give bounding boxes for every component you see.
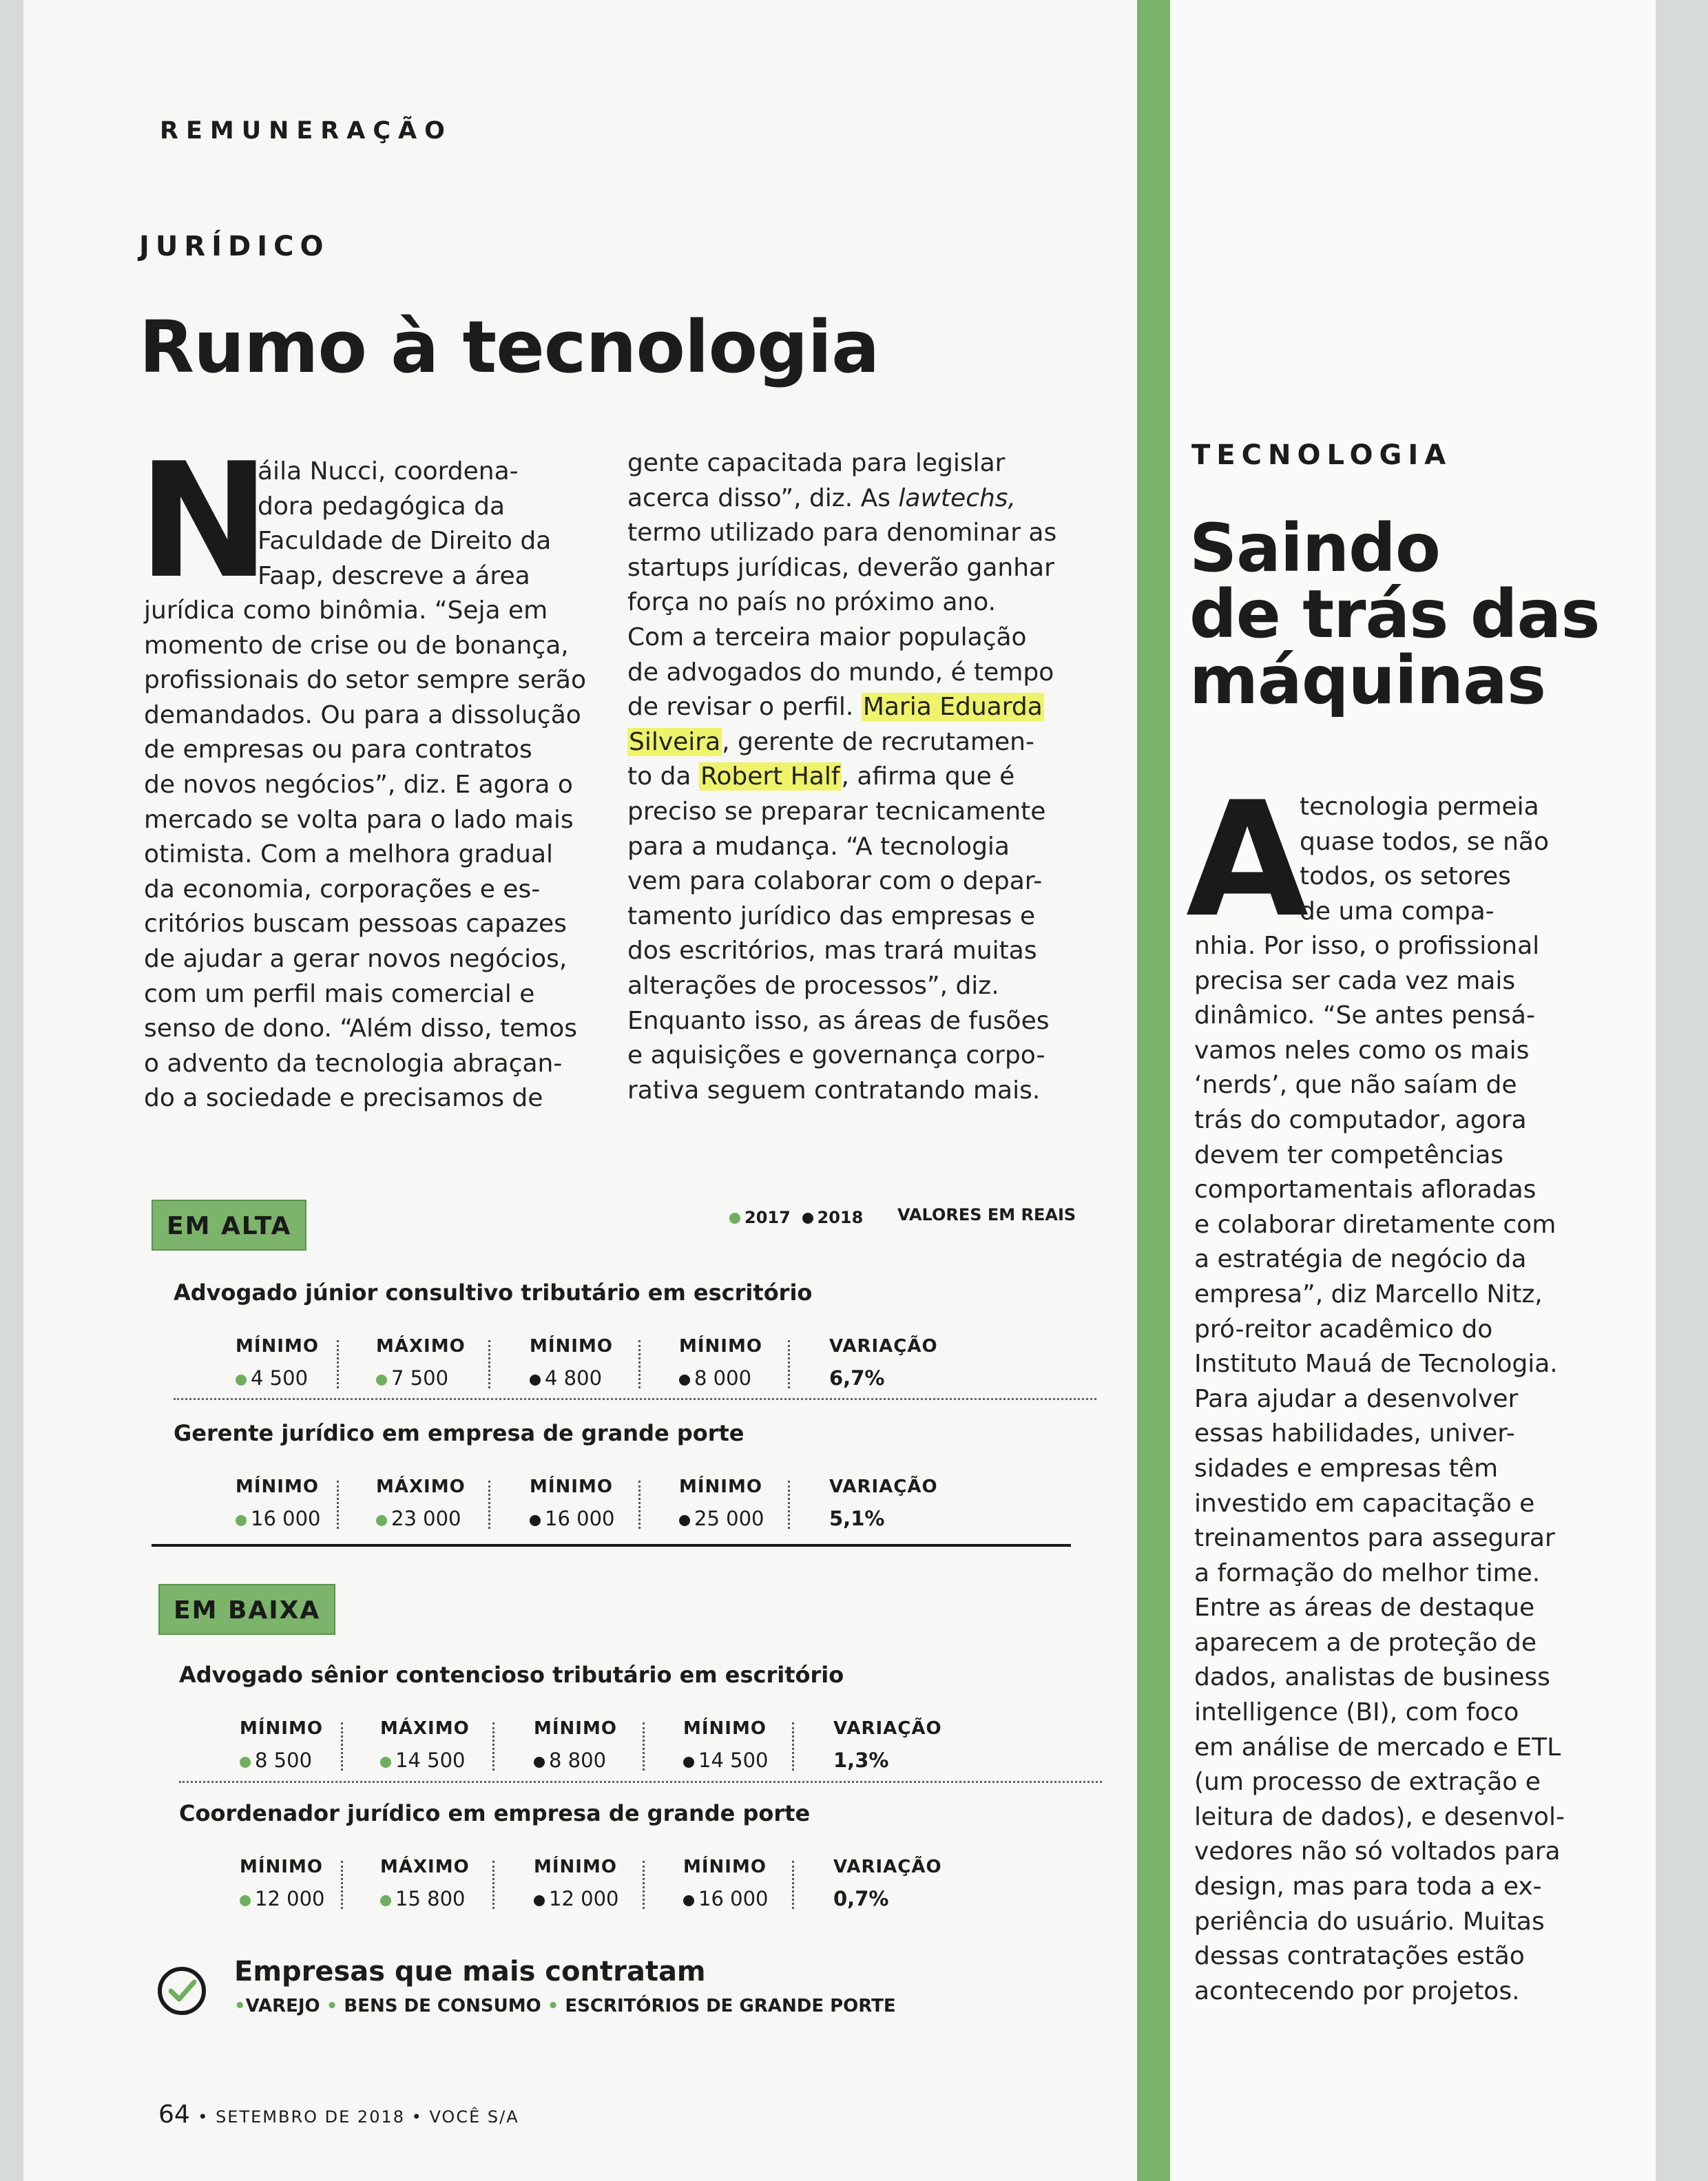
cell-value <box>530 1507 667 1530</box>
hiring-item: VAREJO <box>245 1996 320 2016</box>
text-line: precisa ser cada vez mais <box>1194 966 1516 995</box>
column-separator <box>488 1340 490 1388</box>
text-line: empresa”, diz Marcello Nitz, <box>1194 1280 1543 1308</box>
value-text: 14 500 <box>698 1749 769 1772</box>
dot-2018 <box>679 1515 690 1526</box>
text-line: senso de dono. “Além disso, temos <box>144 1014 578 1043</box>
cell-value <box>380 1749 518 1772</box>
column-separator <box>341 1861 343 1909</box>
salary-cell <box>376 1476 514 1530</box>
value-text: 1,3% <box>833 1749 889 1772</box>
text-line: o advento da tecnologia abraçan- <box>144 1049 563 1078</box>
salary-cell <box>240 1718 377 1772</box>
value-text: 25 000 <box>694 1507 764 1530</box>
text-line <box>627 760 1068 795</box>
text-line: (um processo de extração e <box>1194 1768 1541 1797</box>
cell-value <box>679 1507 817 1530</box>
footer-magazine: VOCÊ S/A <box>429 2107 519 2127</box>
salary-cell <box>376 1336 514 1390</box>
text-line: para a mudança. “A tecnologia <box>627 832 1010 861</box>
hiring-title: Empresas que mais contratam <box>234 1956 706 1987</box>
text-line: intelligence (BI), com foco <box>1194 1698 1519 1727</box>
value-text: 16 000 <box>251 1507 321 1530</box>
dot-2017 <box>380 1895 391 1906</box>
text-line: aparecem a de proteção de <box>1194 1628 1537 1657</box>
magazine-page <box>23 0 1656 2181</box>
text-line: a formação do melhor time. <box>1194 1558 1541 1587</box>
cell-label: MÁXIMO <box>380 1718 470 1739</box>
value-text: 23 000 <box>391 1507 461 1530</box>
salary-cell <box>236 1476 373 1530</box>
row-title: Gerente jurídico em empresa de grande porte <box>174 1420 744 1446</box>
cell-value <box>236 1366 373 1390</box>
text-span: de revisar o perfil. <box>627 693 862 722</box>
text-line: alterações de processos”, diz. <box>627 971 999 1000</box>
text-span: to da <box>627 762 699 791</box>
salary-cell <box>833 1718 971 1772</box>
column-separator <box>492 1861 494 1909</box>
column-separator <box>788 1340 790 1388</box>
text-line: quase todos, se não <box>1300 827 1549 856</box>
cell-label: MÍNIMO <box>236 1476 319 1497</box>
salary-cell <box>829 1476 967 1530</box>
value-text: 16 000 <box>545 1507 615 1530</box>
title-line: Saindo <box>1189 510 1440 587</box>
dot-2018 <box>679 1375 690 1386</box>
legend-2018: 2018 <box>817 1208 864 1227</box>
bullet: • <box>541 1996 565 2016</box>
cell-label: MÍNIMO <box>683 1718 767 1739</box>
dot-2017 <box>376 1515 387 1526</box>
em-baixa-tag: EM BAIXA <box>158 1584 335 1635</box>
right-column-top <box>1300 790 1616 929</box>
cell-value <box>380 1887 518 1910</box>
drop-cap-right: A <box>1186 769 1309 952</box>
value-text: 12 000 <box>255 1887 325 1910</box>
hiring-item: ESCRITÓRIOS DE GRANDE PORTE <box>565 1996 896 2016</box>
cell-label: MÍNIMO <box>240 1857 323 1877</box>
cell-value <box>240 1749 377 1772</box>
text-line: otimista. Com a melhora gradual <box>144 840 554 869</box>
text-line: a estratégia de negócio da <box>1194 1245 1527 1274</box>
footer-separator: • <box>405 2107 430 2127</box>
text-line: termo utilizado para denominar as <box>627 519 1057 547</box>
dot-2017 <box>236 1375 247 1386</box>
value-text: 8 800 <box>549 1749 607 1772</box>
text-line: todos, os setores <box>1300 862 1511 891</box>
column-separator <box>788 1481 790 1529</box>
text-line: Entre as áreas de destaque <box>1194 1594 1535 1622</box>
salary-cell <box>380 1718 518 1772</box>
text-line: momento de crise ou de bonança, <box>144 631 569 660</box>
article-column-2 <box>627 446 1068 1108</box>
text-span: , gerente de recrutamen- <box>722 727 1034 756</box>
check-circle-icon <box>158 1967 206 2015</box>
salary-cell <box>679 1336 817 1390</box>
cell-value <box>530 1366 667 1390</box>
salary-cell <box>236 1336 373 1390</box>
column-separator <box>638 1340 640 1388</box>
text-line: dessas contratações estão <box>1194 1942 1525 1971</box>
cell-label: MÍNIMO <box>240 1718 323 1739</box>
text-line: de uma compa- <box>1300 897 1494 926</box>
article-column-1-wide <box>144 594 626 1116</box>
text-line: devem ter competências <box>1194 1140 1504 1169</box>
text-line: startups jurídicas, deverão ganhar <box>627 553 1054 582</box>
footer-date: SETEMBRO DE 2018 <box>216 2107 406 2127</box>
text-line <box>627 725 1068 760</box>
dot-2018 <box>534 1757 545 1768</box>
text-line: rativa seguem contratando mais. <box>627 1076 1041 1105</box>
legend-dot-2017 <box>729 1213 740 1224</box>
section-label: JURÍDICO <box>139 231 330 262</box>
text-line: demandados. Ou para a dissolução <box>144 700 581 729</box>
text-line: Enquanto isso, as áreas de fusões <box>627 1006 1050 1035</box>
cell-label: MÍNIMO <box>679 1336 762 1357</box>
text-line: de novos negócios”, diz. E agora o <box>144 770 573 799</box>
cell-label: MÍNIMO <box>530 1476 613 1497</box>
text-line: vem para colaborar com o depar- <box>627 867 1043 896</box>
value-text: 8 500 <box>255 1749 313 1772</box>
cell-label: MÍNIMO <box>534 1718 617 1739</box>
row-divider <box>179 1781 1102 1783</box>
cell-label: MÁXIMO <box>376 1476 466 1497</box>
text-line: dos escritórios, mas trará muitas <box>627 937 1037 966</box>
cell-value <box>679 1366 817 1390</box>
salary-cell <box>534 1857 671 1910</box>
text-line: dinâmico. “Se antes pensá- <box>1194 1001 1535 1030</box>
cell-value <box>833 1887 971 1910</box>
text-line: de empresas ou para contratos <box>144 735 532 764</box>
column-separator <box>643 1722 645 1771</box>
text-line: da economia, corporações e es- <box>144 875 541 904</box>
text-line: vamos neles como os mais <box>1194 1036 1530 1065</box>
text-line: Faap, descreve a área <box>258 561 530 590</box>
column-separator <box>337 1340 339 1388</box>
text-line: tecnologia permeia <box>1300 793 1539 821</box>
text-line: em análise de mercado e ETL <box>1194 1733 1561 1762</box>
drop-cap: N <box>138 430 271 614</box>
text-line: com um perfil mais comercial e <box>144 979 535 1008</box>
hiring-item: BENS DE CONSUMO <box>344 1996 541 2016</box>
dot-2017 <box>236 1515 247 1526</box>
cell-value <box>240 1887 377 1910</box>
value-text: 14 500 <box>395 1749 466 1772</box>
text-line: do a sociedade e precisamos de <box>144 1084 543 1113</box>
text-line: de ajudar a gerar novos negócios, <box>144 944 567 973</box>
row-title: Advogado júnior consultivo tributário em escritório <box>174 1280 813 1306</box>
salary-cell <box>683 1718 821 1772</box>
dot-2017 <box>240 1757 251 1768</box>
dot-2018 <box>534 1895 545 1906</box>
text-line: investido em capacitação e <box>1194 1489 1535 1518</box>
highlighted-name: Maria Eduarda <box>862 693 1043 722</box>
text-span: acerca disso”, diz. As <box>627 483 899 512</box>
kicker-label: REMUNERAÇÃO <box>160 117 452 145</box>
text-line: e colaborar diretamente com <box>1194 1210 1556 1239</box>
text-line: profissionais do setor sempre serão <box>144 666 587 695</box>
text-line: jurídica como binômia. “Seja em <box>144 596 548 625</box>
cell-label: VARIAÇÃO <box>829 1476 938 1497</box>
cell-label: MÍNIMO <box>679 1476 762 1497</box>
salary-cell <box>530 1476 667 1530</box>
cell-label: MÁXIMO <box>376 1336 466 1357</box>
salary-cell <box>530 1336 667 1390</box>
salary-cell <box>534 1718 671 1772</box>
dot-2018 <box>683 1895 694 1906</box>
column-separator <box>792 1861 794 1909</box>
text-line: trás do computador, agora <box>1194 1105 1527 1134</box>
value-text: 4 800 <box>545 1366 603 1390</box>
text-line: força no país no próximo ano. <box>627 588 997 617</box>
cell-label: MÍNIMO <box>683 1857 767 1877</box>
value-text: 5,1% <box>829 1507 885 1530</box>
green-divider <box>1137 0 1170 2181</box>
text-line: pró-reitor acadêmico do <box>1194 1315 1493 1344</box>
right-column <box>1194 929 1621 2009</box>
footer-separator: • <box>198 2107 216 2127</box>
emphasis: lawtechs, <box>898 483 1016 512</box>
text-line <box>627 690 1068 725</box>
legend-dot-2018 <box>802 1213 813 1224</box>
dot-2017 <box>376 1375 387 1386</box>
text-line: preciso se preparar tecnicamente <box>627 797 1046 826</box>
dot-2018 <box>530 1515 541 1526</box>
cell-value <box>683 1749 821 1772</box>
cell-value <box>376 1507 514 1530</box>
text-line: leitura de dados), e desenvol- <box>1194 1802 1565 1831</box>
cell-label: MÍNIMO <box>530 1336 613 1357</box>
text-line: sidades e empresas têm <box>1194 1454 1499 1483</box>
title-line: de trás das <box>1189 576 1600 653</box>
cell-label: VARIAÇÃO <box>833 1857 942 1877</box>
salary-cell <box>679 1476 817 1530</box>
text-line: nhia. Por isso, o profissional <box>1194 932 1540 960</box>
value-text: 8 000 <box>694 1366 752 1390</box>
cell-value <box>376 1366 514 1390</box>
text-line: Instituto Mauá de Tecnologia. <box>1194 1350 1558 1379</box>
cell-value <box>683 1887 821 1910</box>
page-number: 64 <box>158 2100 190 2129</box>
highlighted-company: Robert Half <box>700 762 840 791</box>
cell-label: MÍNIMO <box>236 1336 319 1357</box>
cell-value <box>833 1749 971 1772</box>
text-line: Faculdade de Direito da <box>258 527 552 556</box>
text-line: gente capacitada para legislar <box>627 449 1006 477</box>
values-label: VALORES EM REAIS <box>897 1205 1076 1224</box>
salary-cell <box>380 1857 518 1910</box>
text-line: critórios buscam pessoas capazes <box>144 910 567 939</box>
text-line: acontecendo por projetos. <box>1194 1976 1520 2005</box>
salary-cell <box>240 1857 377 1910</box>
column-separator <box>341 1722 343 1771</box>
value-text: 7 500 <box>391 1366 449 1390</box>
row-title: Advogado sênior contencioso tributário em escritório <box>179 1662 844 1688</box>
text-line: periência do usuário. Muitas <box>1194 1907 1545 1936</box>
bullet: • <box>234 1996 246 2016</box>
text-line <box>627 481 1068 516</box>
dot-2018 <box>683 1757 694 1768</box>
highlighted-name: Silveira <box>629 727 721 756</box>
dot-2017 <box>240 1895 251 1906</box>
section-divider <box>152 1544 1071 1547</box>
salary-cell <box>833 1857 971 1910</box>
column-separator <box>492 1722 494 1771</box>
page-footer <box>158 2100 519 2129</box>
text-line: de advogados do mundo, é tempo <box>627 658 1054 687</box>
cell-value <box>236 1507 373 1530</box>
cell-label: VARIAÇÃO <box>829 1336 938 1357</box>
article-column-1 <box>258 455 616 594</box>
column-separator <box>638 1481 640 1529</box>
cell-label: MÁXIMO <box>380 1857 470 1877</box>
value-text: 6,7% <box>829 1366 885 1390</box>
legend-2017: 2017 <box>744 1208 791 1227</box>
text-line: ‘nerds’, que não saíam de <box>1194 1071 1517 1100</box>
value-text: 15 800 <box>395 1887 466 1910</box>
section-label-right: TECNOLOGIA <box>1191 439 1452 471</box>
row-title: Coordenador jurídico em empresa de grande porte <box>179 1800 811 1826</box>
row-divider <box>174 1398 1096 1400</box>
value-text: 0,7% <box>833 1887 889 1910</box>
text-line: mercado se volta para o lado mais <box>144 805 574 834</box>
text-line: tamento jurídico das empresas e <box>627 901 1036 930</box>
cell-label: MÍNIMO <box>534 1857 617 1877</box>
value-text: 16 000 <box>698 1887 769 1910</box>
title-line: máquinas <box>1189 642 1546 719</box>
cell-label: VARIAÇÃO <box>833 1718 942 1739</box>
cell-value <box>534 1749 671 1772</box>
column-separator <box>792 1722 794 1771</box>
cell-value <box>534 1887 671 1910</box>
right-title <box>1189 510 1600 719</box>
value-text: 12 000 <box>549 1887 619 1910</box>
text-line: essas habilidades, univer- <box>1194 1419 1515 1448</box>
bullet: • <box>320 1996 344 2016</box>
text-line: e aquisições e governança corpo- <box>627 1041 1045 1070</box>
text-line: dados, analistas de business <box>1194 1663 1550 1692</box>
salary-cell <box>829 1336 967 1390</box>
text-line: comportamentais afloradas <box>1194 1176 1537 1204</box>
salary-cell <box>683 1857 821 1910</box>
text-line: design, mas para toda a ex- <box>1194 1872 1542 1901</box>
page-title: Rumo à tecnologia <box>139 305 879 389</box>
text-span: , afirma que é <box>841 762 1015 791</box>
hiring-list <box>234 1996 896 2016</box>
text-line: Com a terceira maior população <box>627 623 1027 651</box>
text-line: vedores não só voltados para <box>1194 1837 1561 1866</box>
dot-2018 <box>530 1375 541 1386</box>
legend <box>729 1208 863 1227</box>
dot-2017 <box>380 1757 391 1768</box>
text-line: áila Nucci, coordena- <box>258 457 519 486</box>
cell-value <box>829 1366 967 1390</box>
column-separator <box>488 1481 490 1529</box>
text-line: treinamentos para assegurar <box>1194 1524 1555 1553</box>
value-text: 4 500 <box>251 1366 309 1390</box>
text-line: Para ajudar a desenvolver <box>1194 1384 1519 1413</box>
column-separator <box>643 1861 645 1909</box>
em-alta-tag: EM ALTA <box>152 1200 306 1251</box>
column-separator <box>337 1481 339 1529</box>
text-line: dora pedagógica da <box>258 492 506 521</box>
cell-value <box>829 1507 967 1530</box>
